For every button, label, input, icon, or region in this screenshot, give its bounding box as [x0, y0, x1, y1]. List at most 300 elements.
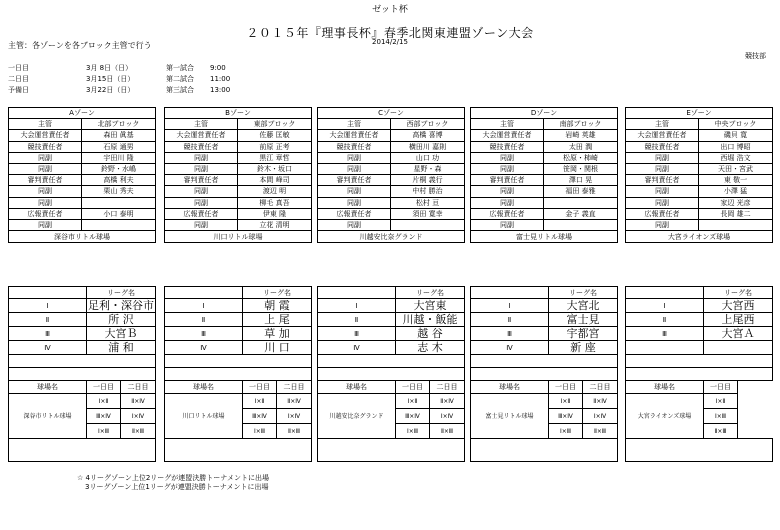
game-day1: Ⅲ×Ⅳ — [87, 409, 121, 424]
league-number: Ⅱ — [165, 313, 243, 327]
league-row — [471, 327, 618, 341]
staff-role: 主管 — [471, 119, 544, 130]
games-header-row — [165, 381, 312, 394]
league-team: 大宮Ｂ — [87, 327, 156, 341]
league-number — [626, 341, 704, 355]
organizer-note: 主管：各ゾーンを各ブロック主管で行う — [8, 41, 152, 50]
staff-role: 主管 — [626, 119, 699, 130]
schedule-match: 第二試合 — [166, 74, 194, 83]
league-team: 新 座 — [549, 341, 618, 355]
zone-staff-row — [165, 175, 312, 186]
zone-staff-row — [9, 141, 156, 152]
zone-venue-row — [165, 231, 312, 243]
zone-staff-row — [165, 152, 312, 163]
staff-name — [699, 219, 773, 230]
staff-name: 福田 泰雅 — [544, 186, 618, 197]
zone-staff-row — [626, 219, 773, 230]
games-day1-header: 一日目 — [87, 381, 121, 394]
document-date: 2014/2/15 — [372, 38, 408, 46]
games-venue: 富士見リトル球場 — [471, 394, 549, 439]
game-empty — [738, 409, 773, 424]
league-row — [471, 299, 618, 313]
staff-role: 審判責任者 — [165, 175, 238, 186]
games-empty-header — [738, 381, 773, 394]
blank-row — [9, 368, 156, 381]
league-header: リーグ名 — [704, 287, 773, 299]
staff-name: 森田 眞基 — [82, 130, 156, 141]
games-venue-header: 球場名 — [318, 381, 396, 394]
schedule-table — [8, 62, 230, 95]
staff-name: 家辺 光彦 — [699, 197, 773, 208]
staff-name: 鈴野・水嶋 — [82, 163, 156, 174]
staff-name: 中央ブロック — [699, 119, 773, 130]
staff-role: 同副 — [318, 152, 391, 163]
staff-role: 競技責任者 — [165, 141, 238, 152]
league-team: 足利・深谷市 — [88, 298, 154, 312]
schedule-row — [8, 73, 230, 84]
staff-role: 広報責任者 — [165, 208, 238, 219]
league-team — [704, 341, 773, 355]
game-day2: Ⅱ×Ⅳ — [121, 394, 156, 409]
zone-staff-row — [318, 141, 465, 152]
games-day2-header: 二日目 — [121, 381, 156, 394]
zone-staff-row — [626, 197, 773, 208]
staff-name: 柳毛 真吾 — [238, 197, 312, 208]
staff-name: 宇田川 隆 — [82, 152, 156, 163]
game-empty — [738, 394, 773, 409]
staff-role: 同副 — [318, 219, 391, 230]
league-row — [471, 313, 618, 327]
staff-name: 黒江 章哲 — [238, 152, 312, 163]
staff-name: 磯貝 寛 — [699, 130, 773, 141]
staff-role: 同副 — [626, 163, 699, 174]
schedule-row — [8, 84, 230, 95]
schedule-date: 3月 8日（日） — [86, 63, 133, 72]
tail-cell — [9, 439, 156, 462]
tail-row — [165, 439, 312, 462]
staff-role: 同副 — [318, 186, 391, 197]
games-venue-header: 球場名 — [626, 381, 704, 394]
tail-row — [318, 439, 465, 462]
tail-row — [9, 439, 156, 462]
zone-header-row — [165, 108, 312, 119]
zone-staff-row — [471, 197, 618, 208]
zone-staff-row — [165, 208, 312, 219]
league-table — [470, 286, 618, 462]
staff-role: 同副 — [626, 152, 699, 163]
zone-staff-row — [318, 119, 465, 130]
schedule-day: 二日目 — [8, 74, 29, 83]
staff-role: 同副 — [165, 163, 238, 174]
staff-name: 石原 通男 — [82, 141, 156, 152]
zone-staff-row — [318, 219, 465, 230]
league-team: 大宮北 — [549, 299, 618, 313]
blank-row — [9, 355, 156, 368]
league-row — [318, 299, 465, 313]
zone-venue: 深谷市リトル球場 — [9, 231, 156, 243]
league-team: 越 谷 — [396, 327, 465, 341]
league-team: 志 木 — [396, 341, 465, 355]
game-day1: Ⅰ×Ⅲ — [396, 424, 430, 439]
staff-name: 出口 博昭 — [699, 141, 773, 152]
staff-role: 同副 — [471, 197, 544, 208]
game-day2: Ⅰ×Ⅳ — [121, 409, 156, 424]
blank-cell — [471, 368, 618, 381]
league-number: Ⅳ — [9, 341, 87, 355]
league-team: 富士見 — [549, 313, 618, 327]
league-table — [164, 286, 312, 462]
staff-name: 前原 正考 — [238, 141, 312, 152]
league-row — [165, 327, 312, 341]
staff-name: 立花 清明 — [238, 219, 312, 230]
department-label: 競技部 — [745, 52, 766, 60]
staff-name: 小口 泰明 — [82, 208, 156, 219]
zone-header-row — [626, 108, 773, 119]
league-team: 大宮東 — [396, 299, 465, 313]
league-team: 大宮西 — [704, 299, 773, 313]
zone-staff-row — [318, 175, 465, 186]
staff-name: 太田 潤 — [544, 141, 618, 152]
zone-staff-row — [9, 219, 156, 230]
games-venue: 大宮ライオンズ球場 — [626, 394, 704, 439]
zone-venue: 富士見リトル球場 — [471, 231, 618, 243]
blank-cell — [318, 368, 465, 381]
zone-venue: 川越安比奈グランド — [318, 231, 465, 243]
league-row — [165, 341, 312, 355]
tail-cell — [318, 439, 465, 462]
footnote-1: ☆ 4リーグゾーン上位2リーグが連盟決勝トーナメントに出場 — [77, 474, 269, 482]
league-header-row — [471, 287, 618, 299]
league-row — [626, 341, 773, 355]
blank-cell — [165, 355, 312, 368]
games-venue-header: 球場名 — [165, 381, 243, 394]
zone-header-row — [9, 108, 156, 119]
staff-name: 長岡 雄二 — [699, 208, 773, 219]
zone-staff-row — [9, 186, 156, 197]
staff-role: 同副 — [9, 197, 82, 208]
staff-name: 横田川 嘉則 — [391, 141, 465, 152]
staff-role: 同副 — [165, 219, 238, 230]
schedule-date: 3月15日（日） — [86, 74, 135, 83]
games-day2-header: 二日目 — [583, 381, 618, 394]
staff-role: 同副 — [318, 197, 391, 208]
zone-staff-row — [626, 175, 773, 186]
zone-staff-row — [9, 175, 156, 186]
zone-staff-row — [626, 130, 773, 141]
zone-title: Aゾーン — [9, 108, 156, 119]
games-day2-header: 二日目 — [430, 381, 465, 394]
game-day1: Ⅰ×Ⅲ — [243, 424, 277, 439]
zone-staff-row — [471, 219, 618, 230]
blank-row — [471, 368, 618, 381]
game-day2: Ⅱ×Ⅲ — [277, 424, 312, 439]
zone-venue: 川口リトル球場 — [165, 231, 312, 243]
league-header: リーグ名 — [87, 287, 156, 299]
zone-title: Cゾーン — [318, 108, 465, 119]
zone-venue-row — [626, 231, 773, 243]
staff-name: 渡辺 明 — [238, 186, 312, 197]
zone-staff-row — [165, 163, 312, 174]
staff-role: 同副 — [9, 163, 82, 174]
blank-row — [318, 368, 465, 381]
games-day1-header: 一日目 — [243, 381, 277, 394]
staff-name: 中村 勝治 — [391, 186, 465, 197]
zone-staff-row — [9, 197, 156, 208]
zone-staff-row — [626, 119, 773, 130]
zone-staff-row — [9, 119, 156, 130]
staff-name: 東部ブロック — [238, 119, 312, 130]
staff-role: 広報責任者 — [9, 208, 82, 219]
zone-staff-row — [9, 163, 156, 174]
schedule-time: 13:00 — [210, 85, 231, 94]
staff-name: 東 敬一 — [699, 175, 773, 186]
game-day2: Ⅰ×Ⅳ — [277, 409, 312, 424]
league-row — [165, 299, 312, 313]
staff-name — [82, 219, 156, 230]
zone-staff-row — [471, 186, 618, 197]
staff-name: 西部ブロック — [391, 119, 465, 130]
zone-venue-row — [318, 231, 465, 243]
staff-name: 星野・森 — [391, 163, 465, 174]
tail-row — [626, 439, 773, 462]
zone-staff-row — [318, 197, 465, 208]
staff-name: 北部ブロック — [82, 119, 156, 130]
games-header-row — [318, 381, 465, 394]
zone-staff-row — [318, 208, 465, 219]
staff-role: 競技責任者 — [626, 141, 699, 152]
staff-role: 主管 — [165, 119, 238, 130]
zone-staff-row — [318, 186, 465, 197]
blank-row — [318, 355, 465, 368]
league-row — [318, 313, 465, 327]
staff-name: 西堀 浩文 — [699, 152, 773, 163]
league-header: リーグ名 — [243, 287, 312, 299]
page-title: ２０１５年『理事長杯』春季北関東連盟ゾーン大会 — [246, 26, 534, 40]
games-row — [318, 394, 465, 409]
league-row — [626, 299, 773, 313]
zone-title: Bゾーン — [165, 108, 312, 119]
staff-name: 鈴木・坂口 — [238, 163, 312, 174]
league-row — [626, 313, 773, 327]
zone-staff-row — [9, 208, 156, 219]
zone-staff-row — [626, 208, 773, 219]
league-number: Ⅰ — [165, 299, 243, 313]
zone-table — [470, 107, 618, 243]
staff-name: 片桐 義行 — [391, 175, 465, 186]
games-day1-header: 一日目 — [396, 381, 430, 394]
game-day1: Ⅱ×Ⅲ — [704, 424, 738, 439]
schedule-day: 一日目 — [8, 63, 29, 72]
league-number: Ⅲ — [165, 327, 243, 341]
blank-row — [471, 355, 618, 368]
zone-staff-row — [471, 208, 618, 219]
zone-venue: 大宮ライオンズ球場 — [626, 231, 773, 243]
league-header-row — [9, 287, 156, 299]
games-venue-header: 球場名 — [471, 381, 549, 394]
games-row — [9, 394, 156, 409]
zone-header-row — [318, 108, 465, 119]
blank-cell — [9, 355, 156, 368]
zone-staff-row — [318, 152, 465, 163]
zone-table — [317, 107, 465, 243]
top-title: ゼット杯 — [372, 5, 408, 15]
game-day1: Ⅰ×Ⅲ — [704, 409, 738, 424]
zone-staff-row — [471, 130, 618, 141]
game-day1: Ⅰ×Ⅲ — [549, 424, 583, 439]
staff-name: 高橋 喜博 — [391, 130, 465, 141]
staff-role: 同副 — [9, 219, 82, 230]
zone-staff-row — [165, 197, 312, 208]
staff-name: 栗山 秀夫 — [82, 186, 156, 197]
footnote-2: 3リーグゾーン上位1リーグが連盟決勝トーナメントに出場 — [85, 483, 269, 491]
game-empty — [738, 424, 773, 439]
zone-title: Eゾーン — [626, 108, 773, 119]
games-venue: 深谷市リトル球場 — [9, 394, 87, 439]
staff-role: 競技責任者 — [318, 141, 391, 152]
staff-name: 伊東 隆 — [238, 208, 312, 219]
game-day1: Ⅰ×Ⅱ — [704, 394, 738, 409]
zone-staff-row — [471, 141, 618, 152]
league-team: 所 沢 — [87, 313, 156, 327]
zone-staff-row — [626, 141, 773, 152]
league-number: Ⅲ — [318, 327, 396, 341]
league-row — [9, 299, 156, 313]
staff-name: 小澤 猛 — [699, 186, 773, 197]
league-header-blank — [626, 287, 704, 299]
blank-cell — [318, 355, 465, 368]
games-row — [626, 394, 773, 409]
staff-role: 主管 — [318, 119, 391, 130]
staff-name: 佐藤 匡敏 — [238, 130, 312, 141]
league-number: Ⅱ — [318, 313, 396, 327]
zone-staff-row — [9, 130, 156, 141]
staff-name: 高橋 利夫 — [82, 175, 156, 186]
zone-staff-row — [626, 163, 773, 174]
staff-role: 同副 — [626, 186, 699, 197]
zone-table — [8, 107, 156, 243]
league-team: 宇都宮 — [549, 327, 618, 341]
league-number: Ⅱ — [626, 313, 704, 327]
league-team: 浦 和 — [87, 341, 156, 355]
staff-role: 広報責任者 — [471, 208, 544, 219]
games-header-row — [9, 381, 156, 394]
staff-role: 広報責任者 — [626, 208, 699, 219]
staff-role: 同副 — [471, 186, 544, 197]
staff-name — [544, 219, 618, 230]
games-header-row — [471, 381, 618, 394]
staff-name: 金子 義直 — [544, 208, 618, 219]
league-header-blank — [318, 287, 396, 299]
staff-name: 岩崎 英雄 — [544, 130, 618, 141]
blank-cell — [9, 368, 156, 381]
league-row — [9, 313, 156, 327]
blank-row — [165, 368, 312, 381]
league-team: 草 加 — [243, 327, 312, 341]
staff-role: 同副 — [318, 163, 391, 174]
zone-venue-row — [471, 231, 618, 243]
league-team: 川 口 — [243, 341, 312, 355]
staff-role: 審判責任者 — [318, 175, 391, 186]
staff-role: 同副 — [9, 186, 82, 197]
zone-staff-row — [471, 163, 618, 174]
staff-role: 競技責任者 — [471, 141, 544, 152]
zone-staff-row — [626, 152, 773, 163]
tail-cell — [626, 439, 773, 462]
games-venue: 川越安比奈グランド — [318, 394, 396, 439]
league-table — [8, 286, 156, 462]
staff-name — [82, 197, 156, 208]
zone-staff-row — [626, 186, 773, 197]
league-team: 上尾西 — [704, 313, 773, 327]
zone-staff-row — [318, 163, 465, 174]
staff-name: 笹岡・関根 — [544, 163, 618, 174]
league-team: 川越・飯能 — [396, 313, 465, 327]
zone-staff-row — [165, 186, 312, 197]
game-day1: Ⅲ×Ⅳ — [396, 409, 430, 424]
league-header-row — [318, 287, 465, 299]
games-day1-header: 一日目 — [549, 381, 583, 394]
zone-title: Dゾーン — [471, 108, 618, 119]
zone-staff-row — [9, 152, 156, 163]
staff-name: 本間 峰司 — [238, 175, 312, 186]
game-day2: Ⅱ×Ⅳ — [430, 394, 465, 409]
games-day2-header: 二日目 — [277, 381, 312, 394]
game-day2: Ⅱ×Ⅳ — [277, 394, 312, 409]
schedule-time: 11:00 — [210, 74, 231, 83]
tail-cell — [471, 439, 618, 462]
staff-name: 松原・柿崎 — [544, 152, 618, 163]
game-day2: Ⅰ×Ⅳ — [430, 409, 465, 424]
staff-name — [391, 219, 465, 230]
tail-cell — [165, 439, 312, 462]
league-team: 大宮Ａ — [704, 327, 773, 341]
staff-role: 同副 — [626, 219, 699, 230]
schedule-row — [8, 62, 230, 73]
staff-role: 審判責任者 — [9, 175, 82, 186]
game-day1: Ⅲ×Ⅳ — [243, 409, 277, 424]
zone-venue-row — [9, 231, 156, 243]
blank-cell — [165, 368, 312, 381]
staff-name: 天田・宮武 — [699, 163, 773, 174]
league-team: 朝 霞 — [243, 299, 312, 313]
blank-row — [626, 355, 773, 368]
tail-row — [471, 439, 618, 462]
schedule-date: 3月22日（日） — [86, 85, 135, 94]
games-row — [165, 394, 312, 409]
blank-cell — [471, 355, 618, 368]
league-header: リーグ名 — [396, 287, 465, 299]
staff-role: 同副 — [9, 152, 82, 163]
staff-role: 審判責任者 — [626, 175, 699, 186]
game-day1: Ⅰ×Ⅱ — [87, 394, 121, 409]
staff-role: 同副 — [165, 152, 238, 163]
league-table — [317, 286, 465, 462]
staff-role: 主管 — [9, 119, 82, 130]
league-number: Ⅲ — [626, 327, 704, 341]
game-day1: Ⅰ×Ⅲ — [87, 424, 121, 439]
staff-role: 大会運営責任者 — [9, 130, 82, 141]
league-header: リーグ名 — [549, 287, 618, 299]
league-row — [318, 341, 465, 355]
game-day2: Ⅱ×Ⅳ — [583, 394, 618, 409]
staff-role: 同副 — [471, 219, 544, 230]
blank-cell — [626, 355, 773, 368]
zone-staff-row — [165, 130, 312, 141]
staff-role: 大会運営責任者 — [318, 130, 391, 141]
game-day2: Ⅱ×Ⅲ — [430, 424, 465, 439]
staff-name: 山口 功 — [391, 152, 465, 163]
staff-role: 広報責任者 — [318, 208, 391, 219]
